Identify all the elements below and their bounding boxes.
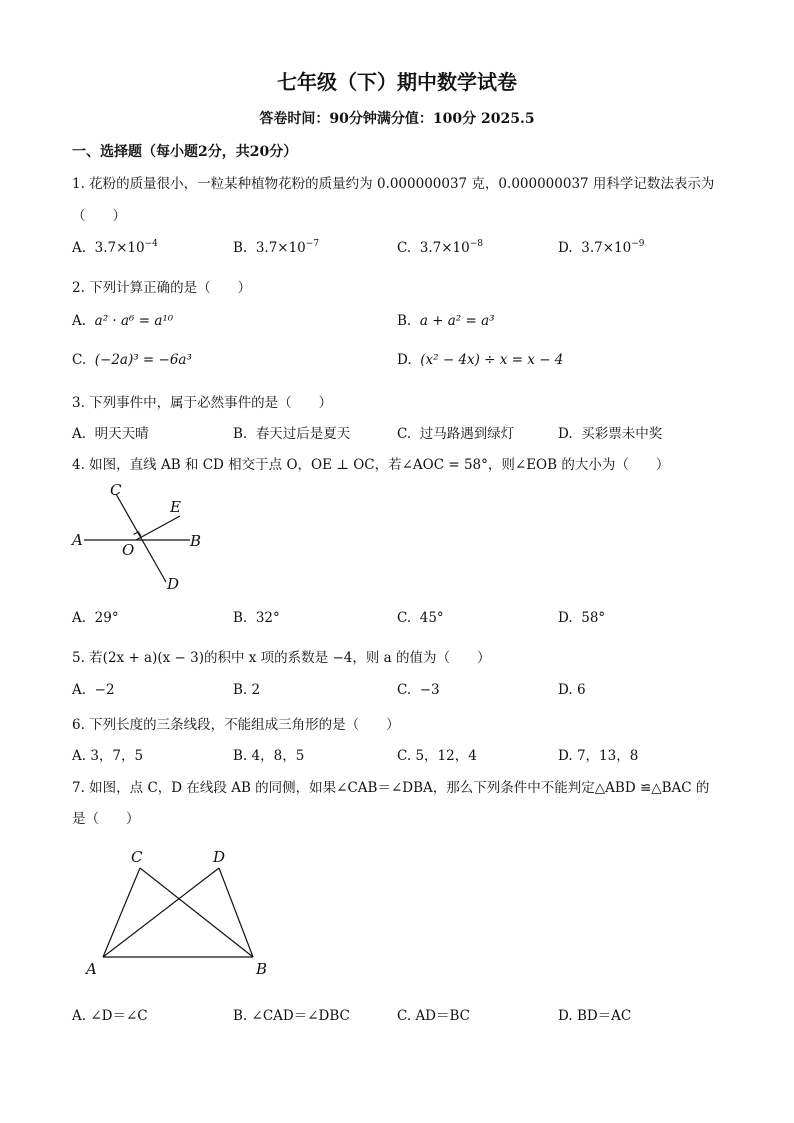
question-2-option-b[interactable] [397,313,495,329]
question-6-option-d[interactable] [558,744,638,764]
option-label: B. [233,610,248,626]
option-text: ∠D＝∠C [90,1008,148,1024]
option-label: D. [558,1008,573,1024]
option-text: 5，12，4 [415,748,477,764]
option-text: 32° [255,610,280,626]
option-text: 29° [94,610,119,626]
option-label: A. [72,682,87,698]
page-title: 七年级（下）期中数学试卷 [277,70,517,94]
option-text: (−2a)³ = −6a³ [94,352,192,368]
option-label: D. [558,682,573,698]
segment-ac [103,868,140,957]
question-2-stem: 2. 下列计算正确的是（ ） [72,280,252,296]
option-base: 3.7×10 [419,240,470,256]
question-1-option-b[interactable] [233,240,319,256]
option-label: A. [72,610,87,626]
question-3-option-b[interactable] [233,422,350,442]
option-label: B. [233,1008,248,1024]
question-5-option-c[interactable] [397,682,440,698]
option-exponent: −4 [144,239,158,249]
option-base: 3.7×10 [255,240,306,256]
exam-info: 答卷时间：90分钟满分值：100分 2025.5 [259,111,535,127]
question-4-stem: 4. 如图，直线 AB 和 CD 相交于点 O，OE ⊥ OC，若∠AOC = 58°，则∠EOB 的大小为（ ） [72,457,670,473]
question-7-option-d[interactable] [558,1004,631,1024]
option-text: 买彩票未中奖 [581,426,663,442]
option-exponent: −7 [305,239,320,249]
question-7-option-c[interactable] [397,1004,470,1024]
option-label: A. [72,313,87,329]
question-3-option-a[interactable] [72,422,149,442]
option-label: D. [558,426,573,442]
label-d: D [167,575,180,593]
option-label: A. [72,748,87,764]
option-text: 明天天晴 [94,426,149,442]
segment-ad [103,868,219,957]
option-text: 45° [419,610,444,626]
label-a: A [86,960,97,978]
question-6-option-b[interactable] [233,744,304,764]
option-label: A. [72,426,87,442]
question-4-figure [70,478,220,598]
option-label: D. [397,352,412,368]
option-label: B. [233,682,248,698]
ray-oe [136,516,180,540]
question-4-option-d[interactable] [558,610,605,626]
option-label: D. [558,748,573,764]
question-2-option-a[interactable] [72,313,173,329]
option-text: 3，7，5 [90,748,144,764]
option-text: 过马路遇到绿灯 [419,426,515,442]
section-heading: 一、选择题（每小题2分，共20分） [72,144,298,160]
option-label: D. [558,610,573,626]
option-label: C. [397,682,412,698]
question-3-option-d[interactable] [558,422,662,442]
option-text: −3 [419,682,440,698]
option-text: BD＝AC [576,1008,632,1024]
question-1-option-a[interactable] [72,240,158,256]
option-text: 58° [581,610,606,626]
question-7-figure [78,842,278,982]
question-3-stem: 3. 下列事件中，属于必然事件的是（ ） [72,395,333,411]
question-5-option-b[interactable] [233,682,260,698]
option-label: B. [397,313,412,329]
option-text: AD＝BC [415,1008,471,1024]
option-label: C. [397,1008,412,1024]
option-text: −2 [94,682,115,698]
question-7-stem: 7. 如图，点 C，D 在线段 AB 的同侧，如果∠CAB＝∠DBA，那么下列条件中不能判定△ABD ≌△BAC 的 [72,780,710,796]
option-label: C. [397,240,412,256]
label-o: O [122,541,135,559]
question-4-option-a[interactable] [72,610,119,626]
question-1-option-c[interactable] [397,240,483,256]
option-text: 6 [576,682,586,698]
question-1-option-d[interactable] [558,240,644,256]
option-text: 春天过后是夏天 [255,426,351,442]
option-text: a + a² = a³ [419,313,495,329]
line-cd [116,494,166,582]
label-b: B [190,532,202,550]
option-text: 7，13，8 [576,748,639,764]
label-b: B [256,960,268,978]
label-d: D [213,848,226,866]
option-exponent: −9 [631,239,645,249]
question-6-option-a[interactable] [72,744,143,764]
option-text: (x² − 4x) ÷ x = x − 4 [420,352,564,368]
option-text: a² · a⁶ = a¹⁰ [94,313,174,329]
question-1-stem: 1. 花粉的质量很小，一粒某种植物花粉的质量约为 0.000000037 克，0.000000037 用科学记数法表示为 [72,176,715,192]
option-label: B. [233,240,248,256]
label-e: E [170,498,181,516]
option-label: A. [72,1008,87,1024]
option-label: A. [72,240,87,256]
question-2-option-c[interactable] [72,352,192,368]
option-label: C. [72,352,87,368]
question-7-option-b[interactable] [233,1004,350,1024]
label-c: C [131,848,143,866]
question-5-option-d[interactable] [558,682,586,698]
question-4-option-c[interactable] [397,610,444,626]
option-label: C. [397,748,412,764]
label-c: C [110,481,122,499]
question-4-option-b[interactable] [233,610,280,626]
question-1-bracket: （ ） [72,208,126,224]
question-5-stem: 5. 若(2x + a)(x − 3)的积中 x 项的系数是 −4，则 a 的值为（ ） [72,650,491,666]
option-label: B. [233,748,248,764]
option-text: 2 [251,682,261,698]
option-text: ∠CAD＝∠DBC [251,1008,350,1024]
option-base: 3.7×10 [581,240,632,256]
option-text: 4，8，5 [251,748,305,764]
option-label: D. [558,240,573,256]
option-label: C. [397,610,412,626]
option-base: 3.7×10 [94,240,145,256]
question-6-option-c[interactable] [397,744,477,764]
question-2-option-d[interactable] [397,352,563,368]
question-3-option-c[interactable] [397,422,514,442]
question-7-stem-continued: 是（ ） [72,811,140,827]
option-exponent: −8 [469,239,483,249]
option-label: B. [233,426,248,442]
question-7-option-a[interactable] [72,1004,148,1024]
question-5-option-a[interactable] [72,682,115,698]
option-label: C. [397,426,412,442]
label-a: A [72,531,83,549]
question-6-stem: 6. 下列长度的三条线段，不能组成三角形的是（ ） [72,717,400,733]
